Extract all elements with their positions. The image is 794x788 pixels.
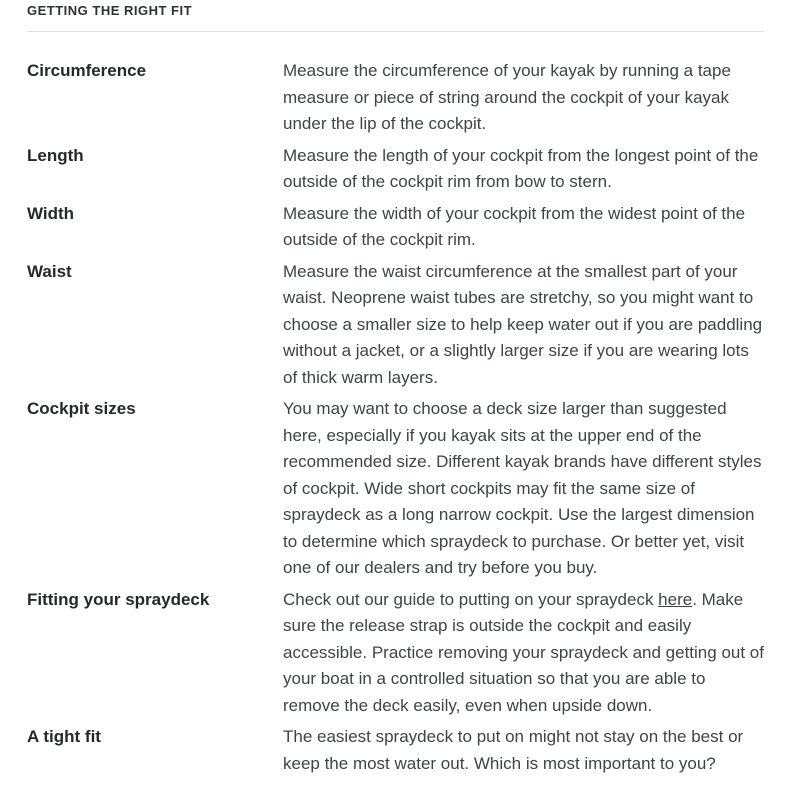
fit-row-waist (27, 259, 764, 392)
fit-table (27, 58, 764, 777)
row-description: The easiest spraydeck to put on might not stay on the best or keep the most water out. Which is most important to you? (283, 727, 744, 773)
row-description: Measure the width of your cockpit from the widest point of the outside of the cockpit rim. (283, 203, 746, 249)
row-label: A tight fit (27, 727, 101, 746)
section-divider (27, 31, 764, 32)
row-description: Measure the length of your cockpit from the longest point of the outside of the cockpit rim from bow to stern. (283, 145, 759, 191)
fit-row-length (27, 143, 764, 196)
row-description-text-after: . Make sure the release strap is outside the cockpit and easily accessible. Practice removing your spraydeck and getting out of your boat in a controlled situation so that you are able to remove the deck easily, even when upside down. (283, 589, 764, 715)
fit-row-circumference (27, 58, 764, 138)
row-label: Cockpit sizes (27, 399, 136, 418)
row-label: Width (27, 203, 75, 223)
row-description-text-before: Check out our guide to putting on your spraydeck (283, 589, 659, 609)
row-label: Length (27, 145, 84, 165)
row-description: You may want to choose a deck size larger than suggested here, especially if you kayak sits at the upper end of the recommended size. Different kayak brands have different styles of cockpit. Wide short cockpits may fit the same size of spraydeck as a long narrow cockpit. Use the largest dimension to determine which spraydeck to purchase. Or better yet, visit one of our dealers and try before you buy. (283, 399, 762, 577)
row-label: Circumference (27, 61, 147, 80)
row-label: Fitting your spraydeck (27, 589, 210, 609)
spraydeck-guide-link[interactable]: here (658, 589, 693, 609)
fit-row-width (27, 201, 764, 254)
row-description (283, 587, 764, 720)
fit-row-a-tight-fit (27, 724, 764, 777)
row-description: Measure the circumference of your kayak by running a tape measure or piece of string around the cockpit of your kayak under the lip of the cockpit. (283, 61, 731, 133)
fit-row-cockpit-sizes (27, 396, 764, 582)
row-description: Measure the waist circumference at the smallest part of your waist. Neoprene waist tubes are stretchy, so you might want to choose a smaller size to help keep water out if you are paddling without a jacket, or a slightly larger size if you are wearing lots of thick warm layers. (283, 261, 763, 387)
fit-row-fitting-your-spraydeck (27, 587, 764, 720)
row-label: Waist (27, 261, 72, 281)
section-title: GETTING THE RIGHT FIT (27, 3, 193, 18)
